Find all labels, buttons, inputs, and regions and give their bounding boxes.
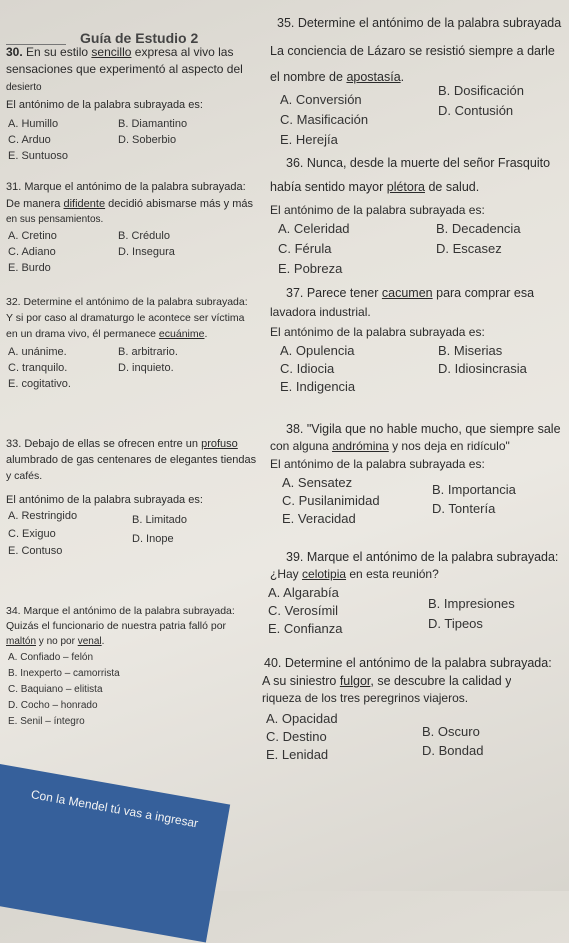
q31-option-e[interactable]: E. Burdo — [8, 262, 51, 274]
q40-option-c[interactable]: C. Destino — [266, 729, 327, 744]
q33-line1: 33. Debajo de ellas se ofrecen entre un profuso — [6, 438, 238, 450]
q36-line1: 36. Nunca, desde la muerte del señor Frasquito — [286, 156, 551, 170]
q38-option-a[interactable]: A. Sensatez — [282, 475, 353, 490]
q30-line3: desierto — [6, 82, 42, 93]
q31-option-b[interactable]: B. Crédulo — [118, 230, 170, 242]
q33-prompt: El antónimo de la palabra subrayada es: — [6, 494, 203, 506]
q37-line2: lavadora industrial. — [270, 305, 371, 319]
q34-option-e[interactable]: E. Senil – íntegro — [8, 716, 85, 727]
q37-option-b[interactable]: B. Miserias — [438, 343, 503, 358]
q33-option-e[interactable]: E. Contuso — [8, 545, 63, 557]
q34-option-d[interactable]: D. Cocho – honrado — [8, 700, 98, 711]
q35-option-a[interactable]: A. Conversión — [280, 92, 362, 107]
q31-option-c[interactable]: C. Adiano — [8, 246, 56, 258]
q39-option-a[interactable]: A. Algarabía — [268, 585, 339, 600]
q40-line3: riqueza de los tres peregrinos viajeros. — [262, 691, 469, 705]
q35-line3: el nombre de apostasía. — [270, 70, 405, 84]
q36-option-e[interactable]: E. Pobreza — [278, 261, 343, 276]
q31-option-a[interactable]: A. Cretino — [8, 230, 57, 242]
q30-line2: sensaciones que experimentó al aspecto del — [6, 62, 243, 76]
q37-option-a[interactable]: A. Opulencia — [280, 343, 355, 358]
q38-line2: con alguna andrómina y nos deja en ridículo" — [270, 439, 510, 453]
q35-line1: 35. Determine el antónimo de la palabra subrayada — [277, 16, 562, 30]
q35-option-b[interactable]: B. Dosificación — [438, 83, 524, 98]
q32-line2: Y si por caso al dramaturgo le acontece ser víctima — [6, 312, 245, 324]
footer-slogan: Con la Mendel tú vas a ingresar — [30, 787, 200, 831]
q32-option-c[interactable]: C. tranquilo. — [8, 362, 68, 374]
q34-line1: 34. Marque el antónimo de la palabra subrayada: — [6, 605, 235, 617]
q32-line1: 32. Determine el antónimo de la palabra subrayada: — [6, 296, 248, 308]
page-title: Guía de Estudio 2 — [80, 30, 199, 46]
q40-line1: 40. Determine el antónimo de la palabra subrayada: — [264, 656, 552, 670]
q31-option-d[interactable]: D. Insegura — [118, 246, 175, 258]
q40-option-d[interactable]: D. Bondad — [422, 743, 484, 758]
q36-option-a[interactable]: A. Celeridad — [278, 221, 350, 236]
q39-option-e[interactable]: E. Confianza — [268, 621, 343, 636]
q36-prompt: El antónimo de la palabra subrayada es: — [270, 203, 485, 217]
q30-prompt: El antónimo de la palabra subrayada es: — [6, 99, 203, 111]
q32-option-d[interactable]: D. inquieto. — [118, 362, 174, 374]
q34-option-b[interactable]: B. Inexperto – camorrista — [8, 668, 120, 679]
q37-prompt: El antónimo de la palabra subrayada es: — [270, 325, 485, 339]
q30-option-d[interactable]: D. Soberbio — [118, 134, 177, 146]
q34-line2: Quizás el funcionario de nuestra patria falló por — [6, 620, 227, 632]
q35-option-e[interactable]: E. Herejía — [280, 132, 338, 147]
q37-option-d[interactable]: D. Idiosincrasia — [438, 361, 527, 376]
q33-option-c[interactable]: C. Exiguo — [8, 528, 56, 540]
q33-line3: y cafés. — [6, 470, 43, 482]
q36-option-c[interactable]: C. Férula — [278, 241, 332, 256]
q40-option-e[interactable]: E. Lenidad — [266, 747, 329, 762]
q31-line3: en sus pensamientos. — [6, 214, 104, 225]
q39-option-d[interactable]: D. Tipeos — [428, 616, 483, 631]
q30-line1: 30. En su estilo sencillo expresa al vivo las — [6, 45, 234, 59]
q33-line2: alumbrado de gas centenares de elegantes tiendas — [6, 454, 257, 466]
q38-option-d[interactable]: D. Tontería — [432, 501, 496, 516]
q39-line2: ¿Hay celotipia en esta reunión? — [270, 567, 439, 581]
q38-option-e[interactable]: E. Veracidad — [282, 511, 356, 526]
q37-option-c[interactable]: C. Idiocia — [280, 361, 335, 376]
q30-option-a[interactable]: A. Humillo — [8, 118, 59, 130]
q36-line2: había sentido mayor plétora de salud. — [270, 180, 480, 194]
q32-option-b[interactable]: B. arbitrario. — [118, 346, 178, 358]
q40-option-a[interactable]: A. Opacidad — [266, 711, 338, 726]
q34-line3: maltón y no por venal. — [6, 636, 105, 647]
q35-option-c[interactable]: C. Masificación — [280, 112, 369, 127]
q32-option-e[interactable]: E. cogitativo. — [8, 378, 71, 390]
q31-line2: De manera difidente decidió abismarse más y más — [6, 198, 254, 210]
q40-option-b[interactable]: B. Oscuro — [422, 724, 480, 739]
q39-option-b[interactable]: B. Impresiones — [428, 596, 515, 611]
q34-option-c[interactable]: C. Baquiano – elitista — [8, 684, 103, 695]
q32-line3: en un drama vivo, él permanece ecuánime. — [6, 328, 208, 340]
q35-option-d[interactable]: D. Contusión — [438, 103, 514, 118]
q38-option-c[interactable]: C. Pusilanimidad — [282, 493, 380, 508]
q39-line1: 39. Marque el antónimo de la palabra subrayada: — [286, 550, 559, 564]
q38-line1: 38. "Vigila que no hable mucho, que siempre sale — [286, 422, 561, 436]
q35-line2: La conciencia de Lázaro se resistió siempre a darle — [270, 44, 555, 58]
q36-option-b[interactable]: B. Decadencia — [436, 221, 521, 236]
q30-option-b[interactable]: B. Diamantino — [118, 118, 188, 130]
q37-option-e[interactable]: E. Indigencia — [280, 379, 356, 394]
q33-option-b[interactable]: B. Limitado — [132, 514, 188, 526]
q30-option-c[interactable]: C. Arduo — [8, 134, 51, 146]
q34-option-a[interactable]: A. Confiado – felón — [8, 652, 94, 663]
q32-option-a[interactable]: A. unánime. — [8, 346, 67, 358]
q30-option-e[interactable]: E. Suntuoso — [8, 150, 68, 162]
q39-option-c[interactable]: C. Verosímil — [268, 603, 339, 618]
q37-line1: 37. Parece tener cacumen para comprar esa — [286, 286, 535, 300]
q38-option-b[interactable]: B. Importancia — [432, 482, 516, 497]
q36-option-d[interactable]: D. Escasez — [436, 241, 502, 256]
q33-option-d[interactable]: D. Inope — [132, 533, 174, 545]
q33-option-a[interactable]: A. Restringido — [8, 510, 78, 522]
q40-line2: A su siniestro fulgor, se descubre la calidad y — [262, 674, 512, 688]
q38-prompt: El antónimo de la palabra subrayada es: — [270, 457, 485, 471]
q31-line1: 31. Marque el antónimo de la palabra subrayada: — [6, 181, 246, 193]
